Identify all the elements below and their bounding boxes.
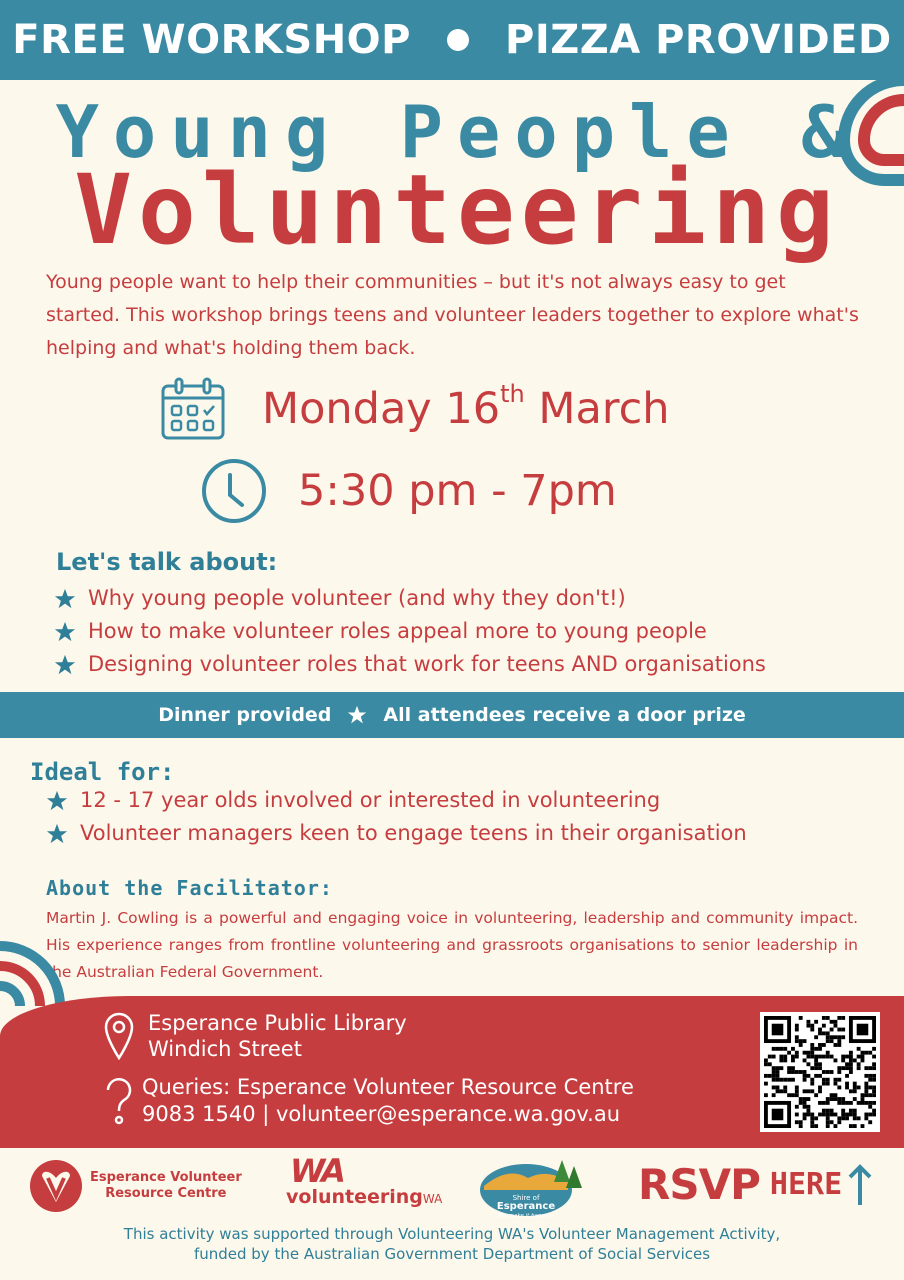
title-line-1: Young People & [55,90,859,174]
shire-logo-graphic [478,1156,588,1220]
facilitator-bio: Martin J. Cowling is a powerful and engaging voice in volunteering, leadership and community impact. His experience ranges from frontline volunteering and grassroots organisations to senior leadership in the Australian Federal Government. [46,909,858,981]
question-icon [104,1076,134,1126]
shire-of-esperance-logo [478,1156,588,1220]
vwa-mark: WA [290,1152,343,1190]
vwa-suffix: WA [422,1192,443,1206]
queries-line-1: Queries: Esperance Volunteer Resource Centre [142,1075,634,1099]
title-line-2: Volunteering [74,154,840,266]
bullet-dot [447,29,469,51]
pizza-provided-text: PIZZA PROVIDED [505,17,892,63]
facilitator-heading: About the Facilitator: [46,876,333,900]
list-item [54,648,766,681]
funding-footer [0,1224,904,1264]
star-icon [54,588,76,610]
evrc-heart-icon [28,1158,84,1214]
dinner-text: Dinner provided [158,704,332,726]
footer-line-2: funded by the Australian Government Department of Social Services [193,1245,711,1263]
shire-tagline: We make it happen! [498,1213,554,1219]
list-item [46,817,747,850]
calendar-icon [160,376,226,442]
queries-text [142,1074,762,1128]
rsvp-here-text[interactable]: HERE [769,1167,843,1202]
shire-small-text: Shire of [512,1194,540,1202]
arrow-up-icon[interactable] [846,1163,874,1207]
list-item [46,784,747,817]
contact-details[interactable]: 9083 1540 | volunteer@esperance.wa.gov.au [142,1102,621,1126]
footer-line-1: This activity was supported through Volunteering WA's Volunteer Management Activity, [123,1225,781,1243]
star-icon [347,705,367,725]
clock-icon [200,457,268,525]
rsvp-link[interactable] [638,1160,874,1209]
list-item-text: Why young people volunteer (and why they don't!) [88,586,626,610]
location-line-1: Esperance Public Library [148,1011,407,1035]
vwa-name: volunteering [286,1186,423,1208]
evrc-logo-text [90,1170,242,1202]
evrc-line-2: Resource Centre [105,1186,227,1201]
date-month: March [524,384,670,434]
time-row [200,455,617,527]
talk-heading: Let's talk about: [56,548,278,576]
intro-paragraph: Young people want to help their communities – but it's not always easy to get started. This workshop brings teens and volunteer leaders together to explore what's helping and what's holding them back. [46,271,859,359]
qr-code[interactable] [760,1012,880,1132]
event-date [262,379,670,434]
ideal-heading: Ideal for: [30,758,175,786]
location-text [148,1010,568,1062]
door-prize-text: All attendees receive a door prize [383,704,746,726]
list-item [54,615,766,648]
volunteering-wa-logo [286,1152,443,1216]
free-workshop-text: FREE WORKSHOP [12,17,411,63]
qr-code-graphic [764,1016,876,1128]
evrc-logo [28,1158,242,1214]
list-item [54,582,766,615]
star-icon [54,654,76,676]
shire-name-text: Esperance [496,1201,556,1212]
vwa-wordmark [286,1186,443,1210]
star-icon [46,790,68,812]
top-banner [0,0,904,80]
ideal-list [46,784,747,850]
rsvp-text[interactable]: RSVP [638,1160,760,1209]
list-item-text: Designing volunteer roles that work for teens AND organisations [88,652,766,676]
date-row [160,374,670,444]
date-suffix: th [500,379,525,408]
info-banner [0,692,904,738]
event-time: 5:30 pm - 7pm [298,466,617,516]
talk-list [54,582,766,681]
evrc-line-1: Esperance Volunteer [90,1170,242,1185]
star-icon [46,823,68,845]
list-item-text: Volunteer managers keen to engage teens in their organisation [80,821,747,845]
list-item-text: How to make volunteer roles appeal more to young people [88,619,707,643]
map-pin-icon [104,1012,134,1060]
list-item-text: 12 - 17 year olds involved or interested in volunteering [80,788,661,812]
date-day: Monday 16 [262,384,501,434]
location-line-2: Windich Street [148,1037,302,1061]
star-icon [54,621,76,643]
